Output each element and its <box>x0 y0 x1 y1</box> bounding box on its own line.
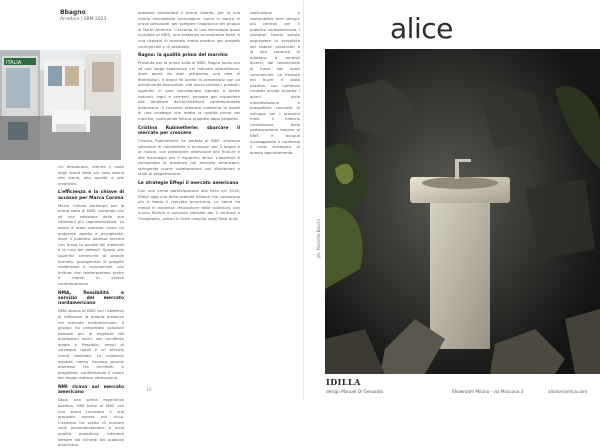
page-number: 16 <box>146 388 152 393</box>
section-heading: L'efficienza è la chiave di accesso per Marca Corona <box>58 190 124 201</box>
section-body: Con una prima partecipazione alla fiera nel 2019, Effepi oggi una delle aziende italiane che conoscono più a fondo il mercato americano. Lo stand ha messo in evidenza l'evoluzione delle collezioni, con nuove finiture e soluzioni pensate per il contract e l'hospitality, settori in forte crescita negli Stati Uniti. <box>138 187 240 221</box>
product-name: IDILLA <box>326 377 361 387</box>
showroom-address: Showroom Milano - via Moscova 3 <box>452 389 524 394</box>
section-heading: Cristina Rubinetterie: sbarcare il mercato per crescere <box>138 125 240 136</box>
section-body: Presente per la prima volta al KBIS, Ragno porta con sé una lunga esperienza nel mercato statunitense, dove opera da anni attraverso una rete di distributori. Il brand ha scelto di presentarsi con un allestimento essenziale, che lascia parlare i prodotti: superfici in gres porcellanato ispirate a pietre naturali, legni e cementi, pensate per rispondere alle tendenze dell'architettura contemporanea americana. Il riscontro ottenuto conferma la bontà di una strategia che mette la qualità prima del marchio, costruendo fiducia progetto dopo progetto. <box>138 60 240 121</box>
product-photo <box>325 49 600 374</box>
section-body: NMA sbarca al KBIS con l'obiettivo di rafforzare la propria presenza nel mercato nordamericano. Il gruppo ha presentato soluzioni pensate per le esigenze dei distributori locali, con un'offerta ampia e flessibile, tempi di consegna rapidi e un servizio clienti dedicato. Le collezioni esposte hanno riscosso grande interesse tra architetti e progettisti, confermando il valore del design italiano oltreoceano. <box>58 308 125 381</box>
trade-fair-photo <box>0 50 121 160</box>
column-3-body: costruzione e sostenibilità: temi sempre più centrali per il pubblico nordamericano. I visitatori hanno potuto apprezzare la versatilità dei sistemi presentati e la loro capacità di adattarsi a contesti diversi, dal residenziale di lusso agli spazi commerciali. La risposta dei buyer è stata positiva, con numerosi contatti avviati durante i giorni della manifestazione e prospettive concrete di sviluppo per i prossimi mesi. Il bilancio complessivo della partecipazione italiana al KBIS è dunque incoraggiante e conferma il ruolo strategico di questo appuntamento. <box>250 10 300 155</box>
section-heading: NMA, flessibilità e servizio del mercato nordamericano <box>58 290 124 307</box>
section-body: Marca Corona partecipa per la prima volta al KBIS, portando con sé una selezione delle sue collezioni più rappresentative. Lo stand è stato pensato come un ambiente aperto e accogliente, dove il pubblico potesse toccare con mano la qualità dei materiali e la cura dei dettagli. Spazio alle superfici ceramiche di grande formato, protagoniste di progetti residenziali e commerciali, con finiture che reinterpretano pietre e marmi in chiave contemporanea. <box>58 202 124 286</box>
section-heading: NMI ricava sul mercato americano <box>58 385 124 396</box>
page-gutter <box>303 0 304 400</box>
magazine-brand: Bbagno <box>60 9 86 16</box>
sign-text: ITALIA <box>6 60 22 66</box>
article-column-2 <box>138 10 240 385</box>
article-column-3 <box>250 10 300 385</box>
section-heading: Le strategie Effepi il mercato americano <box>138 181 239 187</box>
issue-line: Arredare | IIBM 2023 <box>60 16 107 22</box>
column-1-intro: chi desiderava, mentre il resto degli stand della più nota donna alla storia, alla qualità e alle creatività. <box>58 164 124 186</box>
trade-fair-illustration <box>0 50 121 160</box>
column-2-intro: abbiamo presentato il brand Aliante, per la sua ultima innovazione tecnologica, come in banco di prova personale, per spiegare l'approccio del gruppo al North America. L'accordo di una tecnologia quasi invisibile al KBIS, una presenza sicuramente forte, e una risposta di mercato molto positiva per progetti commerciali e di ospitalità. <box>138 10 240 49</box>
section-body: Cristina Rubinetterie ha portato al KBIS un'ampia selezione di rubinetterie e accessori per il bagno e la cucina, con particolare attenzione alle finiture e alle tecnologie per il risparmio idrico. L'obiettivo è consolidare la presenza nel mercato americano, stringendo nuove collaborazioni con distributori e studi di progettazione. <box>138 137 240 177</box>
section-heading: Ragno: la qualità prima del marchio <box>138 53 228 59</box>
section-body: Dopo una prima esperienza positiva, NMI torna al KBIS con uno stand rinnovato e una proposta ancora più ricca. L'azienda ha scelto di puntare sulla personalizzazione e sulla qualità produttiva, elementi sempre più richiesti dal pubblico americano. <box>58 397 124 448</box>
washbasin-scene <box>325 49 600 374</box>
product-designer: design Manuel Di Gesualdo <box>326 389 384 394</box>
article-column-1 <box>58 164 125 448</box>
brand-logo: alice <box>390 12 453 45</box>
photo-credit: ph. Marcello Bacchi <box>316 219 321 258</box>
brand-website: aliceceramica.com <box>548 389 588 394</box>
left-page-header <box>60 10 106 22</box>
